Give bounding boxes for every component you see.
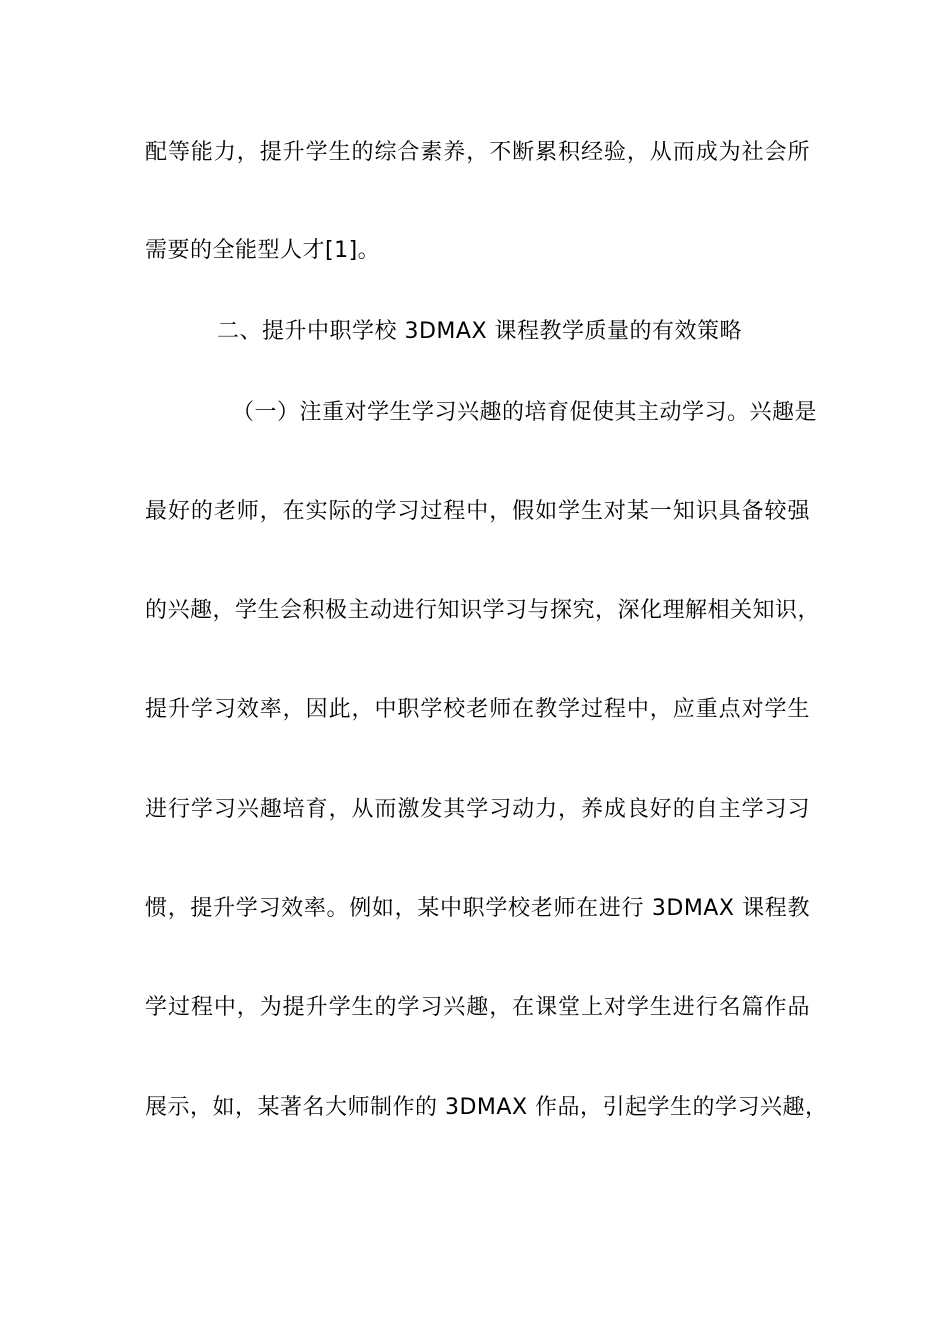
paragraph-line: 需要的全能型人才[1]。 <box>145 238 381 263</box>
paragraph-line: 惯，提升学习效率。例如，某中职学校老师在进行 3DMAX 课程教 <box>145 896 810 921</box>
paragraph-line: 配等能力，提升学生的综合素养，不断累积经验，从而成为社会所 <box>145 140 810 165</box>
section-heading: 二、提升中职学校 3DMAX 课程教学质量的有效策略 <box>217 319 743 344</box>
subsection-heading-line: （一）注重对学生学习兴趣的培育促使其主动学习。兴趣是 <box>232 400 818 425</box>
paragraph-line: 提升学习效率，因此，中职学校老师在教学过程中，应重点对学生 <box>145 697 810 722</box>
paragraph-line: 进行学习兴趣培育，从而激发其学习动力，养成良好的自主学习习 <box>145 797 810 822</box>
paragraph-line: 最好的老师，在实际的学习过程中，假如学生对某一知识具备较强 <box>145 499 810 524</box>
paragraph-line: 的兴趣，学生会积极主动进行知识学习与探究，深化理解相关知识， <box>145 598 821 623</box>
paragraph-line: 学过程中，为提升学生的学习兴趣，在课堂上对学生进行名篇作品 <box>145 995 810 1020</box>
paragraph-line: 展示，如，某著名大师制作的 3DMAX 作品，引起学生的学习兴趣， <box>145 1095 828 1120</box>
